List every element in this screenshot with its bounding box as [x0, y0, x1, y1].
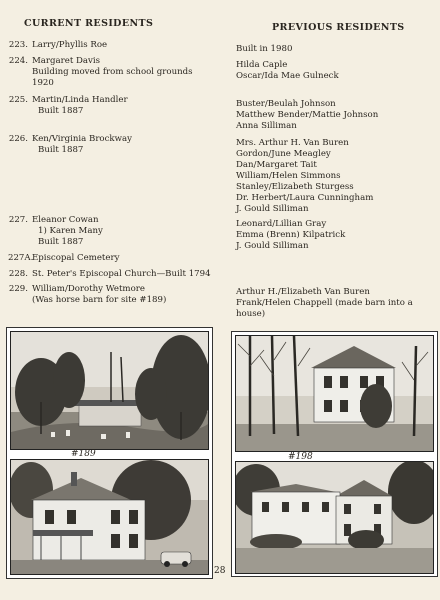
entry-227: 227. Eleanor Cowan 1) Karen Many Built 1887: [8, 215, 103, 247]
house-upper-right-image: [236, 336, 433, 451]
house-198-image: [236, 462, 433, 573]
prev-entry-227: Leonard/Lillian Gray Emma (Brenn) Kilpatrick J. Gould Silliman: [236, 219, 346, 251]
entry-227a: 227A.Episcopal Cemetery: [8, 253, 120, 263]
current-residents-heading: CURRENT RESIDENTS: [24, 18, 154, 29]
prev-entry-224: Hilda Caple Oscar/Ida Mae Gulneck: [236, 60, 339, 81]
prev-entry-223: Built in 1980: [236, 44, 293, 54]
page-number: 28: [214, 566, 226, 576]
photo-house-189: [10, 459, 209, 575]
photo-caption-189: #189: [71, 449, 96, 459]
photo-house-upper-right: [235, 335, 434, 452]
entry-228: 228. St. Peter's Episcopal Church—Built 1794: [8, 269, 211, 279]
prev-entry-229: Arthur H./Elizabeth Van Buren Frank/Helen Chappell (made barn into a house): [236, 287, 413, 319]
entry-223: 223. Larry/Phyllis Roe: [8, 40, 108, 50]
previous-residents-heading: PREVIOUS RESIDENTS: [272, 22, 405, 33]
photo-caption-198: #198: [288, 452, 313, 462]
entry-226: 226. Ken/Virginia Brockway Built 1887: [8, 134, 132, 155]
prev-entry-226: Mrs. Arthur H. Van Buren Gordon/June Meagley Dan/Margaret Tait William/Helen Simmons Stanley/Elizabeth Sturgess Dr. Herbert/Laura Cunningham J. Gould Silliman: [236, 138, 374, 214]
entry-225: 225. Martin/Linda Handler Built 1887: [8, 95, 128, 116]
house-189-image: [11, 460, 208, 574]
left-photo-frame: [6, 327, 213, 579]
church-grounds-image: [11, 332, 208, 449]
photo-episcopal-church-grounds: [10, 331, 209, 450]
entry-224: 224. Margaret Davis Building moved from school grounds 1920: [8, 56, 193, 88]
right-photo-frame: [231, 331, 438, 577]
entry-229: 229. William/Dorothy Wetmore (Was horse barn for site #189): [8, 284, 167, 305]
prev-entry-225: Buster/Beulah Johnson Matthew Bender/Mattie Johnson Anna Silliman: [236, 99, 379, 131]
photo-house-198: [235, 461, 434, 574]
